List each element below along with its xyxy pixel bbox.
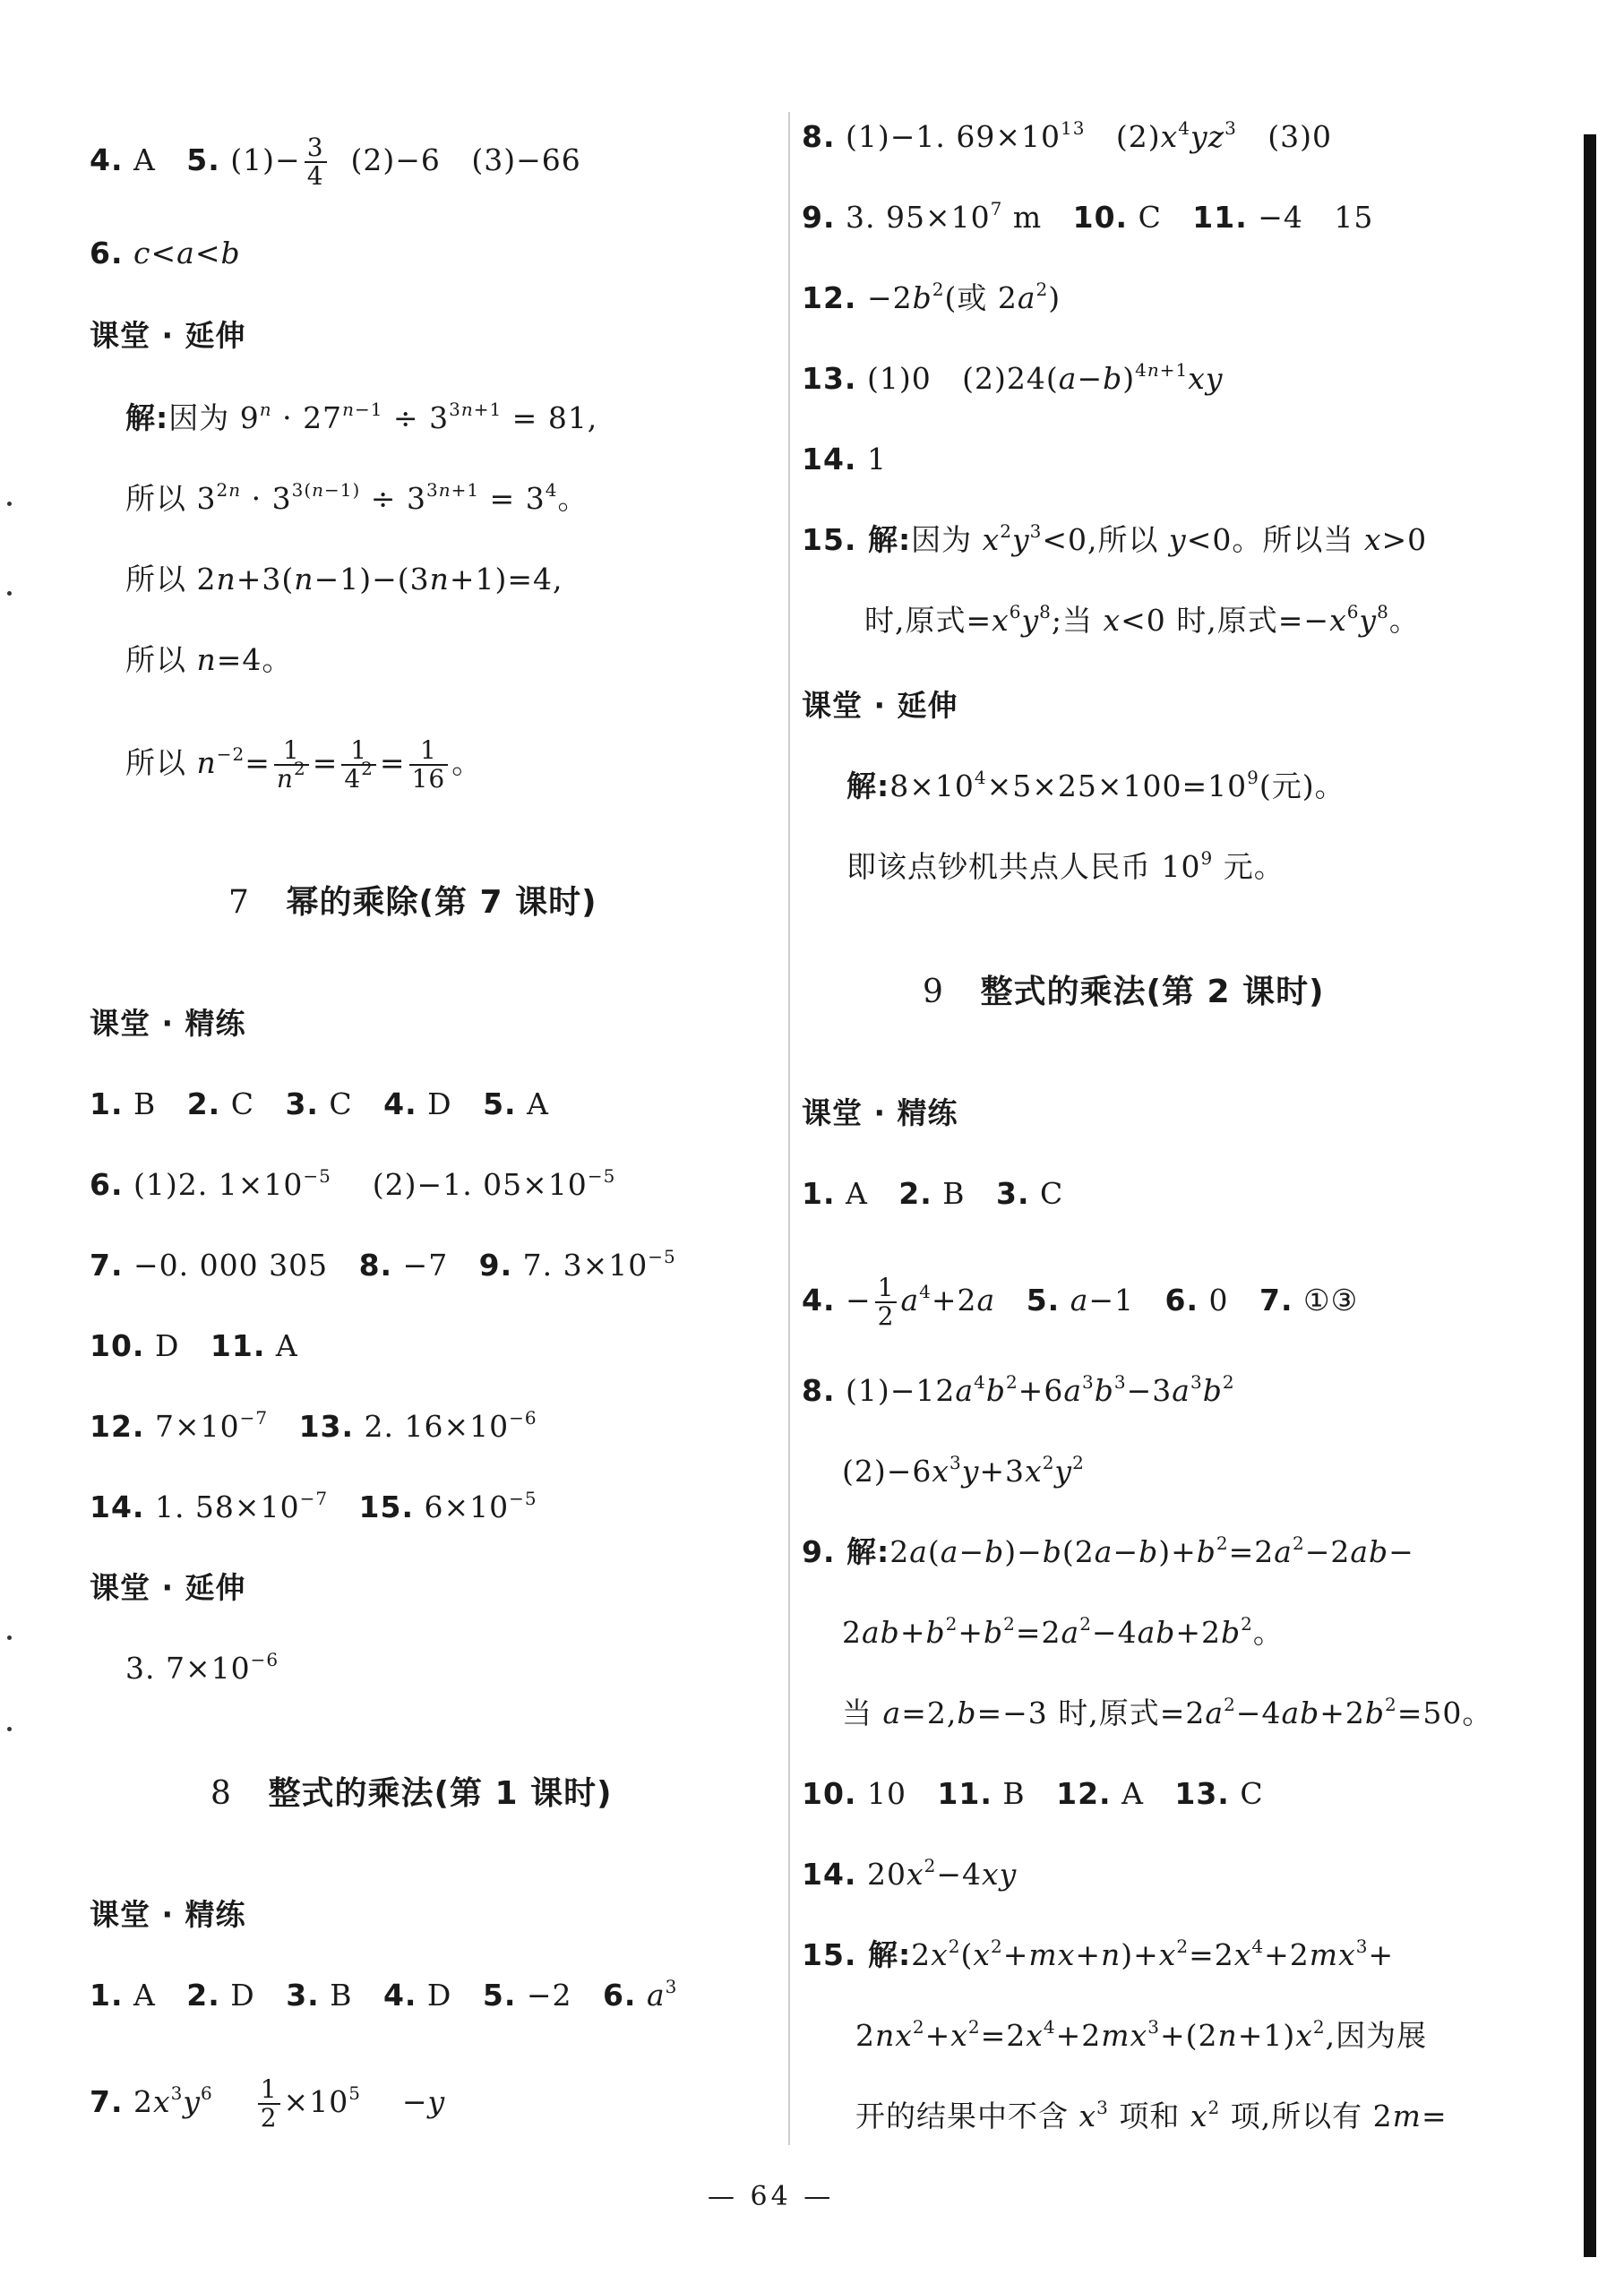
solution-line: 所以 $n^{-2}=$ $\frac{1}{n^2}$ = $\frac{1}{4^2}$ = $\frac{1}{16}$ 。 (125, 735, 483, 794)
answer-line-14: 14. 1 (802, 442, 887, 476)
answer-line-7: 7. $2x^3y^6$ $\frac{1}{2}$ $\times 10^5$ −y (90, 2074, 446, 2133)
answer-line-8-2: $(2)-6x^3y+3x^2y^2$ (842, 1452, 1085, 1489)
answer-line-15-cont: 时,原式$=x^6y^8$;当 x<0 时,原式$=-x^6y^8$。 (864, 601, 1420, 638)
answer-line-4-5: 4. A 5. (1)− $\frac{3}{4}$ (2)−6 (3)−66 (90, 133, 581, 191)
answer-line-15-cont: $2nx^2+x^2=2x^4+2mx^3+(2n+1)x^2$,因为展 (855, 2016, 1428, 2053)
answer-line-1-6: 1. A 2. D 3. B 4. D 5. −2 6. $a^3$ (90, 1976, 678, 2013)
scan-mark (7, 1635, 12, 1640)
answer-line-8: 8. (1)−1. $69\times 10^{13}$ $(2)x^4yz^3$ (3)0 (802, 117, 1333, 154)
answer-line-15: 15. 解:因为 $x^2y^3<0$,所以 y<0。所以当 x>0 (802, 520, 1428, 557)
answer-line-4-7: 4. − $\frac{1}{2}$ $a^4+2a$ 5. a−1 6. 0 7. ①③ (802, 1273, 1359, 1331)
solution-line: 解$:8\times 10^4\times 5\times 25\times 100=10^9$(元)。 (846, 767, 1345, 803)
lesson-title-8: 8 整式的乘法(第 1 课时) (211, 1775, 613, 1812)
solution-line: 解:因为 $9^n \cdot 27^{n-1} \div 3^{3n+1} = 81$, (125, 399, 598, 435)
answer-line-10-13: 10. 10 11. B 12. A 13. C (802, 1776, 1264, 1811)
solution-line: 所以 n=4。 (125, 642, 293, 677)
section-heading: 课堂 · 精练 (802, 1095, 958, 1130)
answer-line-6: 6. (1)2. $1\times 10^{-5}$ (2)−1. $05\times 10^{-5}$ (90, 1165, 616, 1202)
answer-line-13: 13. (1)0 $(2)24(a-b)^{4n+1}xy$ (802, 359, 1224, 396)
answer-line-9: 9. 解$:2a(a-b)-b(2a-b)+b^2=2a^2-2ab-$ (802, 1532, 1414, 1569)
answer-line-15-cont: 开的结果中不含 $x^3$ 项和 $x^2$ 项,所以有 2m= (855, 2097, 1448, 2133)
section-heading: 课堂 · 延伸 (90, 1570, 246, 1605)
answer-line-9-cont: $2ab+b^2+b^2=2a^2-4ab+2b^2$。 (842, 1613, 1284, 1650)
answer-line-14: 14. $20x^2-4xy$ (802, 1855, 1018, 1892)
section-heading: 课堂 · 延伸 (90, 318, 246, 353)
answer-line-12-13: 12. $7\times 10^{-7}$ 13. 2. $16\times 10^{-6}$ (90, 1407, 537, 1444)
page-number: — 64 — (708, 2181, 835, 2212)
page-edge-shadow (1584, 134, 1596, 2257)
scan-mark (7, 591, 12, 596)
answer-line-12: 12. $-2b^2$(或 $2a^2$) (802, 279, 1061, 315)
extension-answer: 3. $7\times 10^{-6}$ (125, 1649, 279, 1686)
scan-mark (7, 1727, 12, 1731)
section-heading: 课堂 · 精练 (90, 1897, 246, 1932)
answer-line-1-5: 1. B 2. C 3. C 4. D 5. A (90, 1086, 549, 1121)
section-heading: 课堂 · 延伸 (802, 688, 958, 723)
scan-mark (7, 502, 12, 506)
lesson-title-7: 7 幂的乘除(第 7 课时) (228, 884, 597, 921)
answer-line-9-11: 9. 3. $95\times 10^7$ m 10. C 11. −4 15 (802, 198, 1374, 235)
answer-line-14-15: 14. 1. $58\times 10^{-7}$ 15. $6\times 10^{-5}$ (90, 1488, 537, 1524)
answer-line-1-3: 1. A 2. B 3. C (802, 1176, 1064, 1211)
answer-line-10-11: 10. D 11. A (90, 1328, 298, 1363)
answer-line-7-9: 7. −0. 000 305 8. −7 9. 7. $3\times 10^{-5}$ (90, 1246, 676, 1283)
answer-line-15: 15. 解$:2x^2(x^2+mx+n)+x^2=2x^4+2mx^3+$ (802, 1936, 1395, 1972)
solution-line: 所以 $3^{2n} \cdot 3^{3(n-1)} \div 3^{3n+1} = 3^4$。 (125, 479, 589, 516)
lesson-title-9: 9 整式的乘法(第 2 课时) (923, 974, 1325, 1010)
column-divider (788, 112, 790, 2145)
section-heading: 课堂 · 精练 (90, 1006, 246, 1041)
solution-line: 所以 2n+3(n−1)−(3n+1)=4, (125, 562, 563, 597)
solution-line: 即该点钞机共点人民币 $10^9$ 元。 (846, 847, 1285, 884)
answer-line-6: 6. c<a<b (90, 236, 241, 270)
answer-line-8: 8. $(1)-12a^4b^2+6a^3b^3-3a^3b^2$ (802, 1371, 1235, 1408)
answer-line-9-cont: 当 a=2,b=−3 时,原式$=2a^2-4ab+2b^2=50$。 (842, 1694, 1493, 1730)
